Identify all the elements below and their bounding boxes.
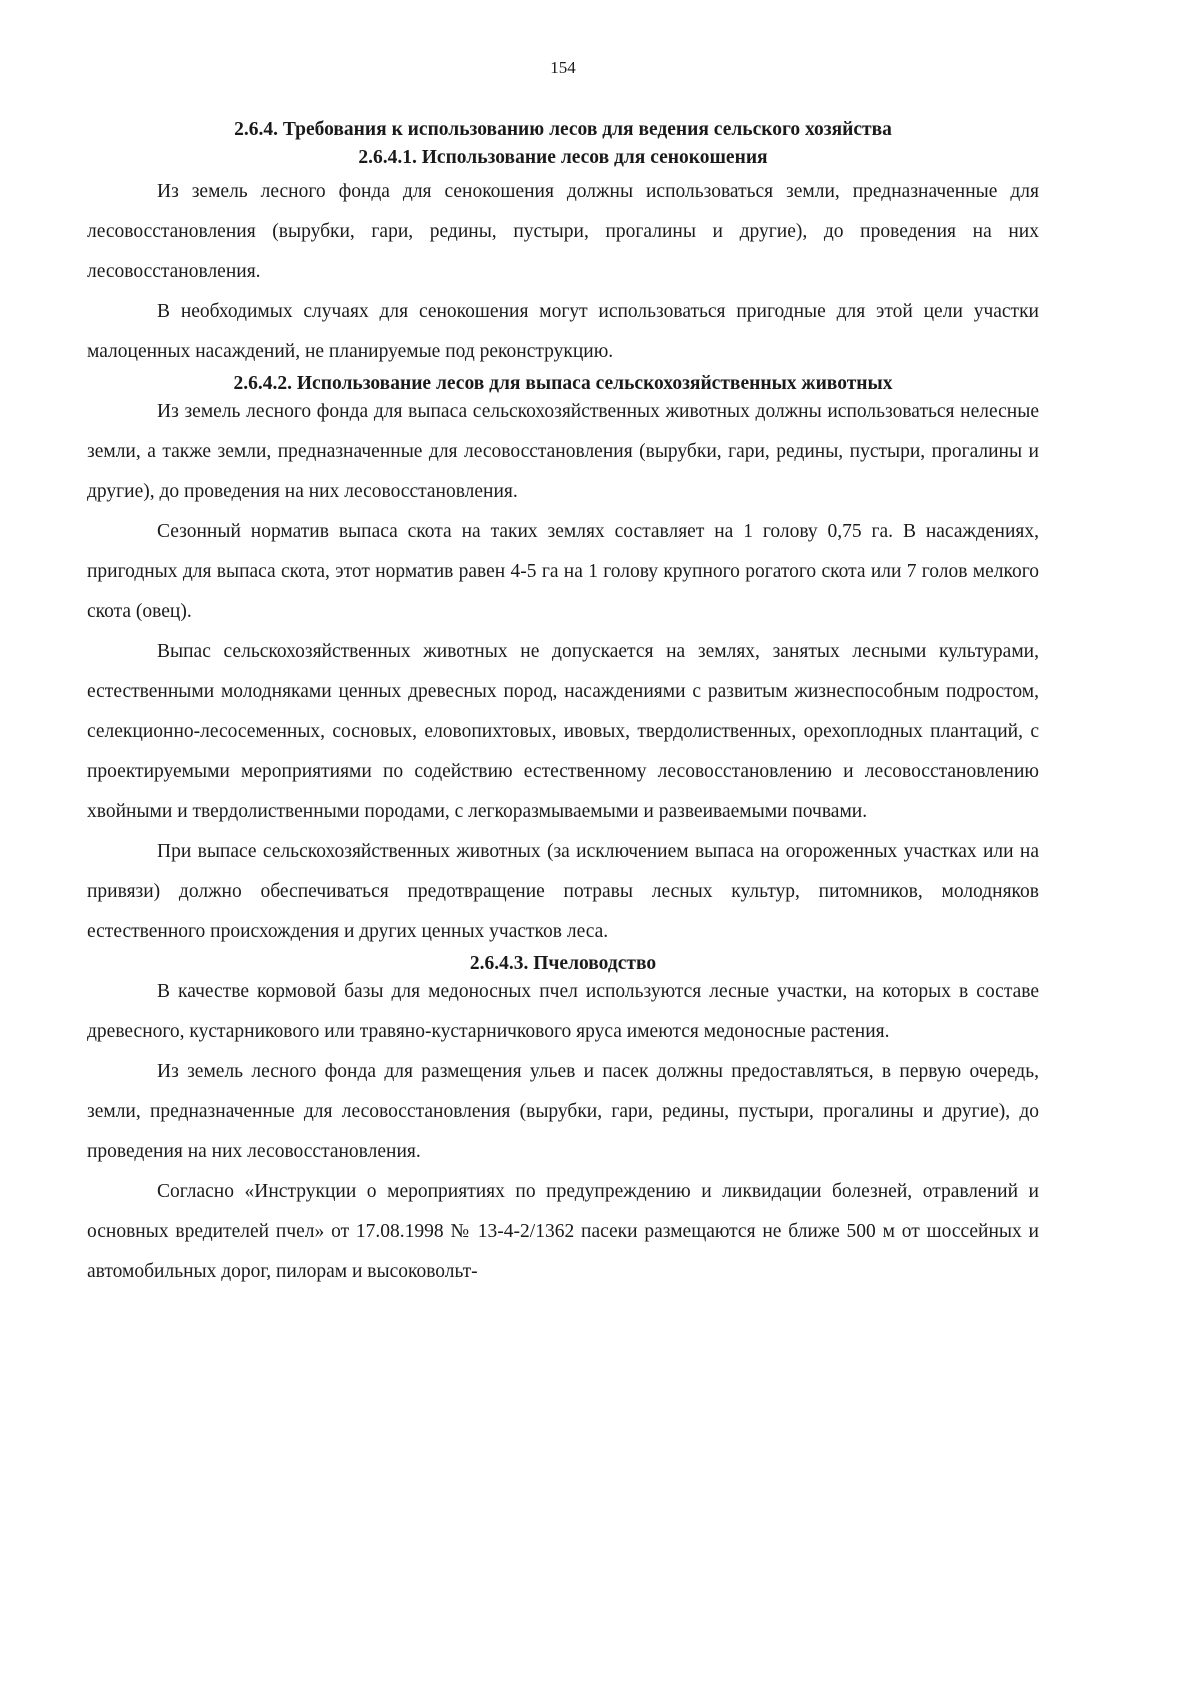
paragraph: Согласно «Инструкции о мероприятиях по предупреждению и ликвидации болезней, отравлений и основных вредителей пчел» от 17.08.1998 № 13-4-2/1362 пасеки размещаются не ближе 500 м от шоссейных и автомобильных дорог, пилорам и высоковольт- [87, 1181, 1039, 1282]
page-number: 154 [550, 58, 576, 77]
paragraph: Выпас сельскохозяйственных животных не допускается на землях, занятых лесными культурами, естественными молодняками ценных древесных пород, насаждениями с развитым жизнеспособным подростом, селекционно-лесосеменных, сосновых, еловопихтовых, ивовых, твердолиственных, орехоплодных плантаций, с проектируемыми мероприятиями по содействию естественному лесовосстановлению и лесовосстановлению хвойными и твердолиственными породами, с легкоразмываемыми и развеиваемыми почвами. [87, 641, 1039, 822]
document-page [87, 0, 1039, 1696]
subsection-heading-2-6-4-1: 2.6.4.1. Использование лесов для сенокошения [358, 147, 768, 168]
paragraph: Сезонный норматив выпаса скота на таких землях составляет на 1 голову 0,75 га. В насаждениях, пригодных для выпаса скота, этот норматив равен 4-5 га на 1 голову крупного рогатого скота или 7 голов мелкого скота (овец). [87, 521, 1039, 622]
subsection-heading-2-6-4-3: 2.6.4.3. Пчеловодство [469, 953, 657, 974]
paragraph: В необходимых случаях для сенокошения могут использоваться пригодные для этой цели участки малоценных насаждений, не планируемые под реконструкцию. [87, 301, 1039, 362]
paragraph: При выпасе сельскохозяйственных животных (за исключением выпаса на огороженных участках или на привязи) должно обеспечиваться предотвращение потравы лесных культур, питомников, молодняков естественного происхождения и других ценных участков леса. [87, 841, 1039, 942]
subsection-heading-2-6-4-2: 2.6.4.2. Использование лесов для выпаса сельскохозяйственных животных [233, 373, 893, 394]
paragraph: В качестве кормовой базы для медоносных пчел используются лесные участки, на которых в составе древесного, кустарникового или травяно-кустарничкового яруса имеются медоносные растения. [87, 981, 1039, 1042]
paragraph: Из земель лесного фонда для размещения ульев и пасек должны предоставляться, в первую очередь, земли, предназначенные для лесовосстановления (вырубки, гари, редины, пустыри, прогалины и другие), до проведения на них лесовосстановления. [87, 1061, 1039, 1162]
section-heading-2-6-4: 2.6.4. Требования к использованию лесов для ведения сельского хозяйства [234, 119, 892, 140]
paragraph: Из земель лесного фонда для выпаса сельскохозяйственных животных должны использоваться нелесные земли, а также земли, предназначенные для лесовосстановления (вырубки, гари, редины, пустыри, прогалины и другие), до проведения на них лесовосстановления. [87, 401, 1039, 502]
paragraph: Из земель лесного фонда для сенокошения должны использоваться земли, предназначенные для лесовосстановления (вырубки, гари, редины, пустыри, прогалины и другие), до проведения на них лесовосстановления. [87, 181, 1039, 282]
document-body [87, 112, 1039, 1292]
